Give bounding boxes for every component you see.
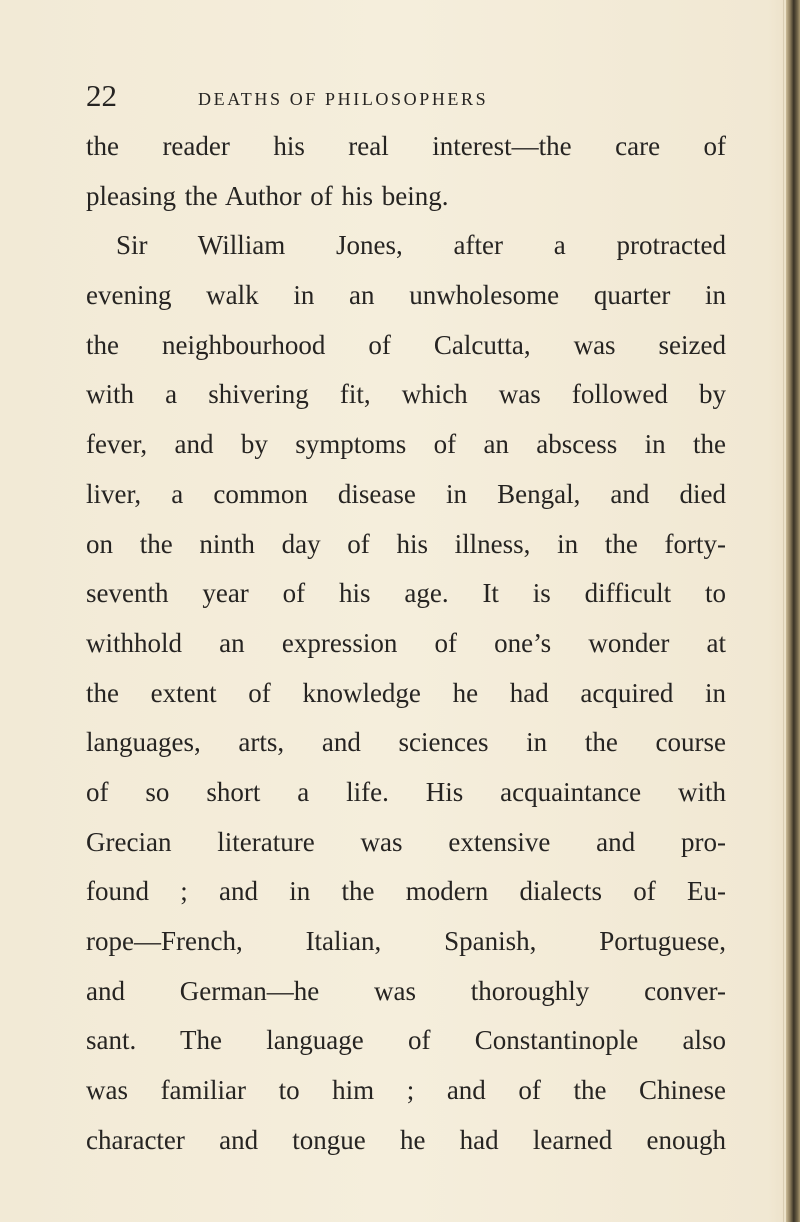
text-line: withhold an expression of one’s wonder at [86, 627, 726, 658]
text-line: was familiar to him ; and of the Chinese [86, 1075, 726, 1106]
text-line: fever, and by symptoms of an abscess in the [86, 429, 726, 460]
text-line: the reader his real interest—the care of [86, 131, 726, 161]
text-line: pleasing the Author of his being. [86, 180, 449, 211]
page-edge-shadow [786, 0, 800, 1222]
page-header [86, 78, 726, 118]
text-line: languages, arts, and sciences in the course [86, 727, 726, 758]
text-line: the neighbourhood of Calcutta, was seized [86, 329, 726, 360]
text-line: evening walk in an unwholesome quarter in [86, 280, 726, 311]
text-line: Grecian literature was extensive and pro- [86, 826, 726, 857]
text-line: and German—he was thoroughly conver- [86, 975, 726, 1006]
text-line: Sir William Jones, after a protracted [116, 230, 726, 261]
text-line: found ; and in the modern dialects of Eu- [86, 876, 726, 907]
text-line: the extent of knowledge he had acquired in [86, 677, 726, 708]
text-line: of so short a life. His acquaintance with [86, 776, 726, 807]
text-line: sant. The language of Constantinople also [86, 1025, 726, 1056]
text-line: seventh year of his age. It is difficult to [86, 578, 726, 609]
page-edge-line [783, 0, 784, 1222]
page-number: 22 [86, 78, 117, 113]
running-head: DEATHS OF PHILOSOPHERS [198, 89, 489, 109]
text-line: liver, a common disease in Bengal, and died [86, 478, 726, 509]
text-line: rope—French, Italian, Spanish, Portuguese, [86, 926, 726, 956]
text-line: character and tongue he had learned enough [86, 1124, 726, 1155]
body-text [86, 122, 726, 1165]
text-line: on the ninth day of his illness, in the forty- [86, 528, 726, 559]
text-line: with a shivering fit, which was followed by [86, 379, 726, 410]
